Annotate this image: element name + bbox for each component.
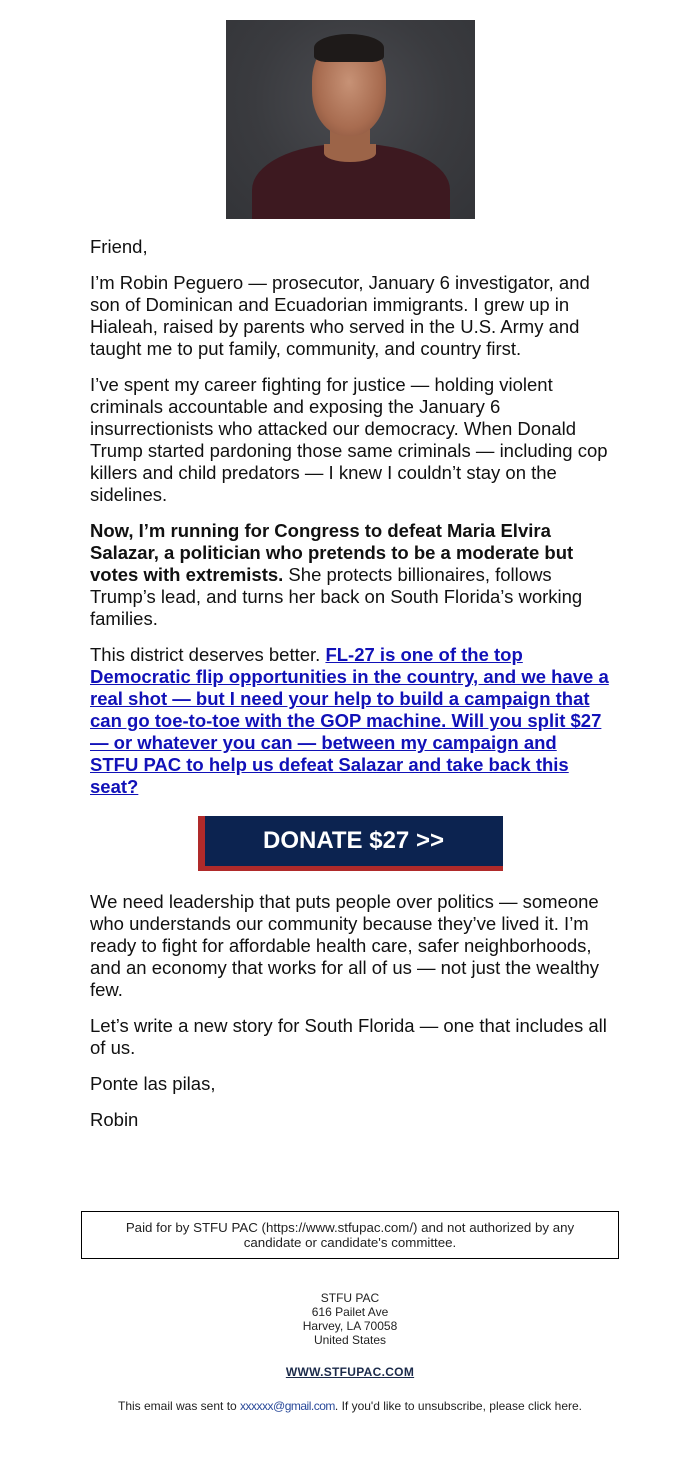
paragraph-ask <box>90 644 610 798</box>
address-street: 616 Pailet Ave <box>311 1305 389 1319</box>
paragraph-leadership: We need leadership that puts people over politics — someone who understands our community because they’ve lived it. I’m ready to fight for affordable health care, safer neighborhoods, and an economy that works for all of us — not just the wealthy few. <box>90 891 600 1000</box>
photo-collar <box>324 144 376 162</box>
recipient-email: xxxxxx@gmail.com <box>240 1399 335 1413</box>
paid-for-disclaimer: Paid for by STFU PAC (https://www.stfupac.com/) and not authorized by any candidate or candidate's committee. <box>81 1211 619 1259</box>
donate-button-wrap <box>80 816 620 871</box>
paragraph-new-story: Let’s write a new story for South Florida — one that includes all of us. <box>90 1015 607 1058</box>
signoff: Ponte las pilas, <box>90 1073 216 1094</box>
photo-hair <box>314 34 384 62</box>
address-org: STFU PAC <box>320 1291 380 1305</box>
running-rest: She protects billionaires, follows Trump’s lead, and turns her back on South Florida’s working families. <box>90 564 583 629</box>
note-suffix[interactable]: . If you'd like to unsubscribe, please click here. <box>334 1399 582 1413</box>
greeting: Friend, <box>90 236 148 257</box>
address-city: Harvey, LA 70058 <box>302 1319 398 1333</box>
letter-closing <box>80 891 620 1131</box>
paragraph-intro: I’m Robin Peguero — prosecutor, January 6 investigator, and son of Dominican and Ecuadorian immigrants. I grew up in Hialeah, raised by parents who served in the U.S. Army and taught me to put family, community, and country first. <box>90 272 590 359</box>
unsubscribe-note <box>0 1399 700 1413</box>
running-bold-statement: Now, I’m running for Congress to defeat Maria Elvira Salazar, a politician who pretends to be a moderate but votes with extremists. <box>90 520 574 585</box>
website-link[interactable]: WWW.STFUPAC.COM <box>285 1365 415 1379</box>
email-body <box>80 20 620 1131</box>
ask-lead: This district deserves better. <box>90 644 326 665</box>
mailing-address <box>0 1291 700 1347</box>
paragraph-career: I’ve spent my career fighting for justice — holding violent criminals accountable and exposing the January 6 insurrectionists who attacked our democracy. When Donald Trump started pardoning those same criminals — including cop killers and child predators — I knew I couldn’t stay on the sidelines. <box>90 374 608 505</box>
paragraph-running <box>90 520 610 630</box>
note-prefix: This email was sent to <box>117 1399 241 1413</box>
address-country: United States <box>313 1333 387 1347</box>
signature: Robin <box>90 1109 139 1130</box>
letter-content <box>80 236 620 798</box>
candidate-photo <box>226 20 475 219</box>
donate-button[interactable]: DONATE $27 >> <box>198 816 503 871</box>
donation-ask-link[interactable]: FL-27 is one of the top Democratic flip opportunities in the country, and we have a real shot — but I need your help to build a campaign that can go toe-to-toe with the GOP machine. Will you split $27 — or whatever you can — between my campaign and STFU PAC to help us defeat Salazar and take back this seat? <box>90 644 609 797</box>
